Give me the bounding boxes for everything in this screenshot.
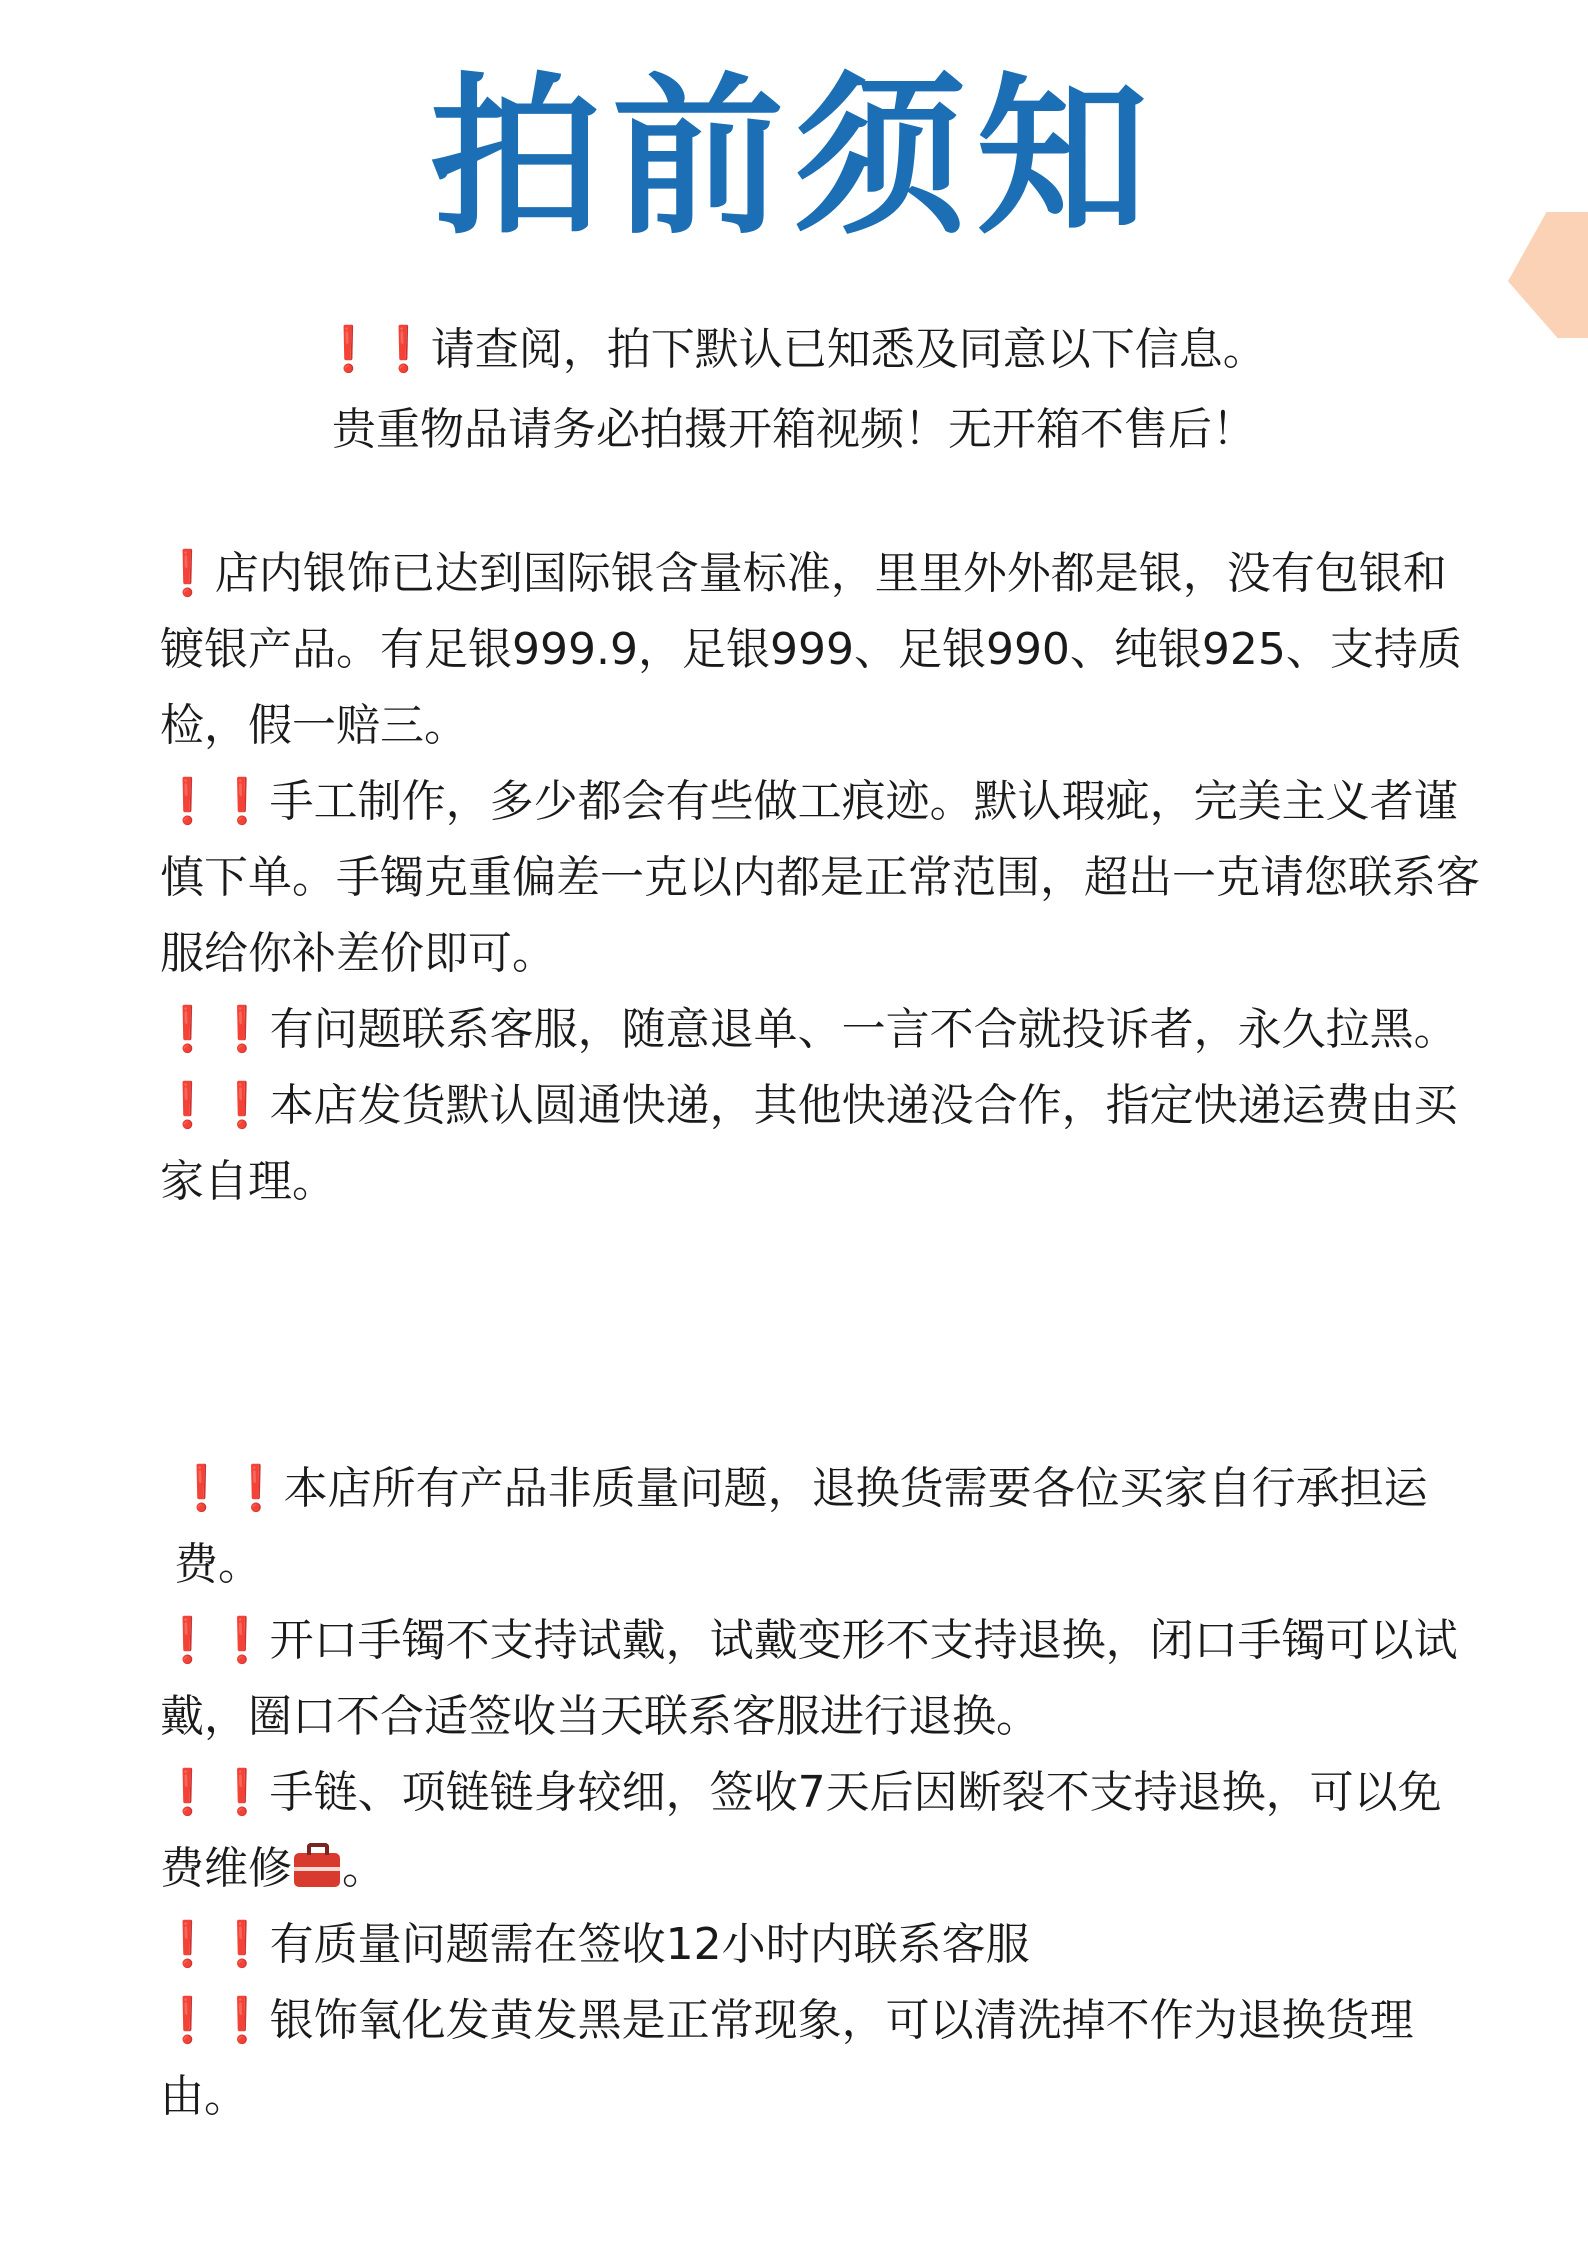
notice-item	[160, 992, 1480, 1068]
notice-item	[160, 1451, 1480, 1603]
exclamation-icon: ❗❗	[160, 1767, 270, 1818]
intro-line-1-text: 请查阅，拍下默认已知悉及同意以下信息。	[430, 324, 1267, 375]
notice-text: 店内银饰已达到国际银含量标准，里里外外都是银，没有包银和镀银产品。有足银999.9，足银999、足银990、纯银925、支持质检，假一赔三。	[160, 548, 1462, 751]
intro-notice	[0, 310, 1588, 470]
intro-line-2: 贵重物品请务必拍摄开箱视频！无开箱不售后！	[332, 404, 1256, 455]
notice-text: 有问题联系客服，随意退单、一言不合就投诉者，永久拉黑。	[269, 1004, 1458, 1055]
exclamation-icon: ❗	[160, 548, 215, 599]
exclamation-icon: ❗❗	[160, 1919, 270, 1970]
notice-text-end: 。	[342, 1843, 386, 1894]
notice-block-2	[160, 1451, 1480, 2135]
notice-item	[160, 1068, 1480, 1220]
page-title: 拍前须知	[430, 57, 1158, 258]
notice-text: 有质量问题需在签收12小时内联系客服	[269, 1919, 1030, 1970]
exclamation-icon: ❗❗	[160, 1615, 270, 1666]
notice-item	[160, 764, 1480, 992]
exclamation-icon: ❗❗	[160, 1995, 270, 2046]
notice-text: 手工制作，多少都会有些做工痕迹。默认瑕疵，完美主义者谨慎下单。手镯克重偏差一克以内都是正常范围，超出一克请您联系客服给你补差价即可。	[160, 776, 1480, 979]
notice-item	[160, 1983, 1480, 2135]
exclamation-icon: ❗❗	[160, 776, 270, 827]
notice-block-1	[160, 536, 1480, 1220]
notice-text: 银饰氧化发黄发黑是正常现象，可以清洗掉不作为退换货理由。	[160, 1995, 1414, 2122]
notice-item	[160, 536, 1480, 764]
exclamation-icon: ❗❗	[160, 1080, 270, 1131]
notice-text: 本店所有产品非质量问题，退换货需要各位买家自行承担运费。	[174, 1463, 1428, 1590]
exclamation-icon: ❗❗	[160, 1004, 270, 1055]
exclamation-icon: ❗❗	[321, 324, 431, 375]
notice-text: 开口手镯不支持试戴，试戴变形不支持退换，闭口手镯可以试戴，圈口不合适签收当天联系客服进行退换。	[160, 1615, 1458, 1742]
notice-text: 本店发货默认圆通快递，其他快递没合作，指定快递运费由买家自理。	[160, 1080, 1458, 1207]
notice-item	[160, 1755, 1480, 1907]
notice-text: 手链、项链链身较细，签收7天后因断裂不支持退换，可以免费维修	[160, 1767, 1442, 1894]
notice-item	[160, 1603, 1480, 1755]
intro-line-1	[0, 310, 1588, 390]
toolbox-icon	[294, 1853, 340, 1887]
exclamation-icon: ❗❗	[174, 1463, 284, 1514]
notice-item	[160, 1907, 1480, 1983]
